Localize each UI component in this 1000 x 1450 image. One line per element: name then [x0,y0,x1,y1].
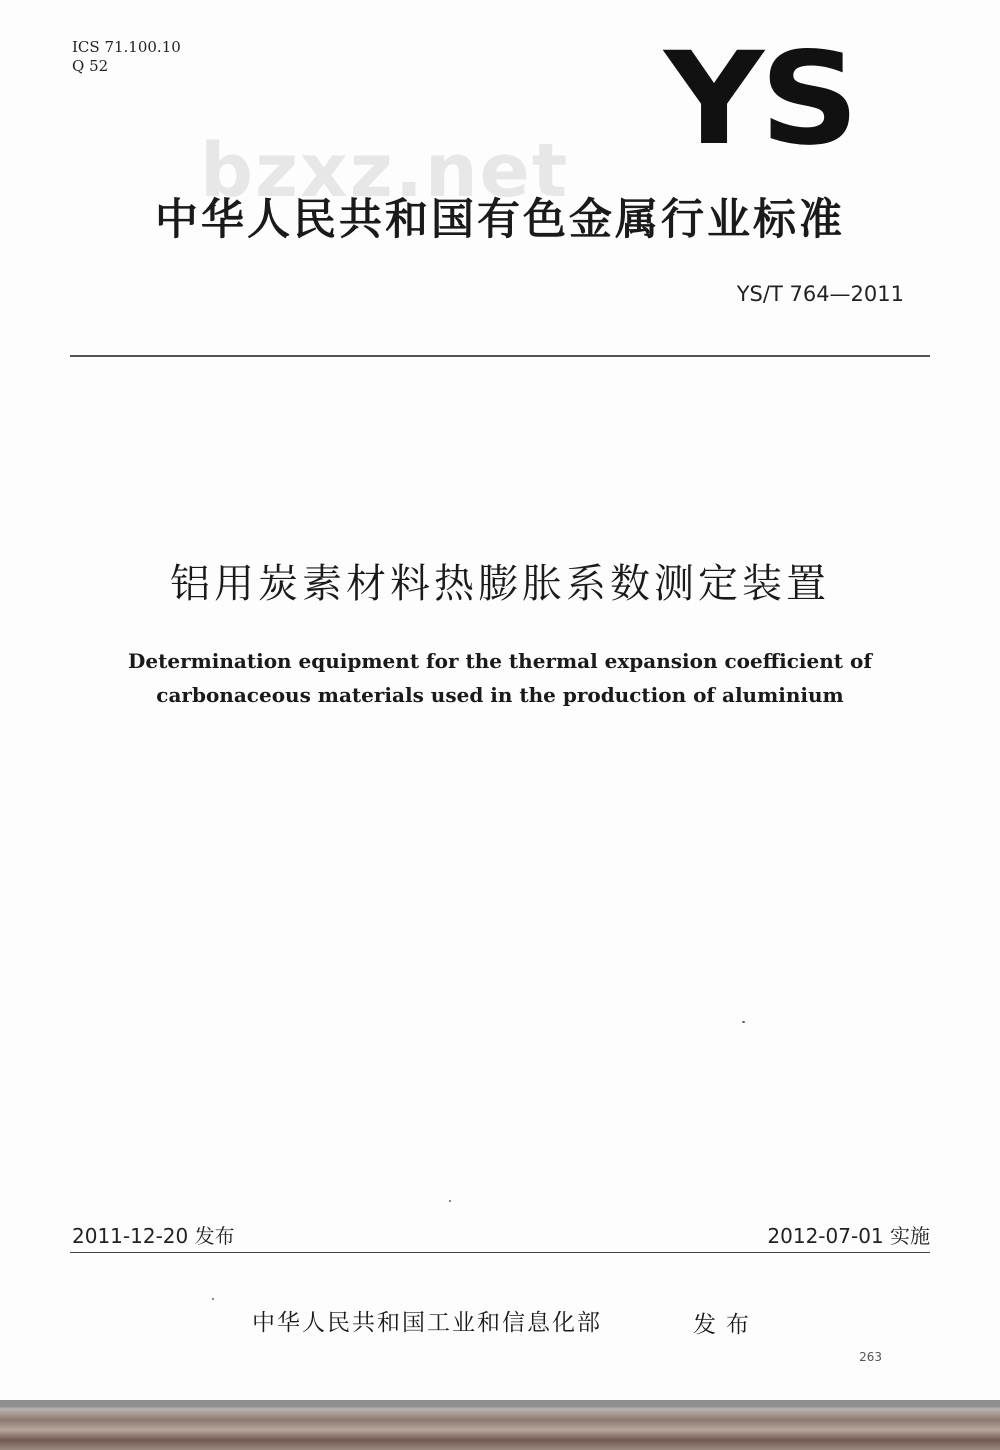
scan-speck [449,1200,451,1202]
title-en-line-2: carbonaceous materials used in the production of aluminium [156,683,844,707]
implementation-date: 2012-07-01 实施 [767,1224,930,1248]
scan-speck [742,1021,745,1023]
document-title-cn: 铝用炭素材料热膨胀系数测定装置 [170,561,830,607]
classification-codes [72,38,181,76]
ics-code: ICS 71.100.10 [72,38,181,56]
publish-label: 发布 [693,1312,759,1338]
title-en-line-1: Determination equipment for the thermal expansion coefficient of [128,649,872,673]
standard-category-title: 中华人民共和国有色金属行业标准 [155,195,845,245]
scan-background-strip [0,1400,1000,1450]
page-number: 263 [859,1350,882,1364]
ys-logo: YS [664,25,856,174]
footer-divider [70,1252,930,1253]
classification-code: Q 52 [72,57,109,75]
watermark: bzxz.net [200,128,570,214]
standard-number: YS/T 764—2011 [736,282,904,306]
scan-speck [212,1298,214,1300]
issue-date: 2011-12-20 发布 [72,1224,235,1248]
publisher-name: 中华人民共和国工业和信息化部 [252,1310,602,1336]
header-divider [70,355,930,357]
page-edge [0,1400,1000,1406]
document-title-en [0,644,1000,712]
